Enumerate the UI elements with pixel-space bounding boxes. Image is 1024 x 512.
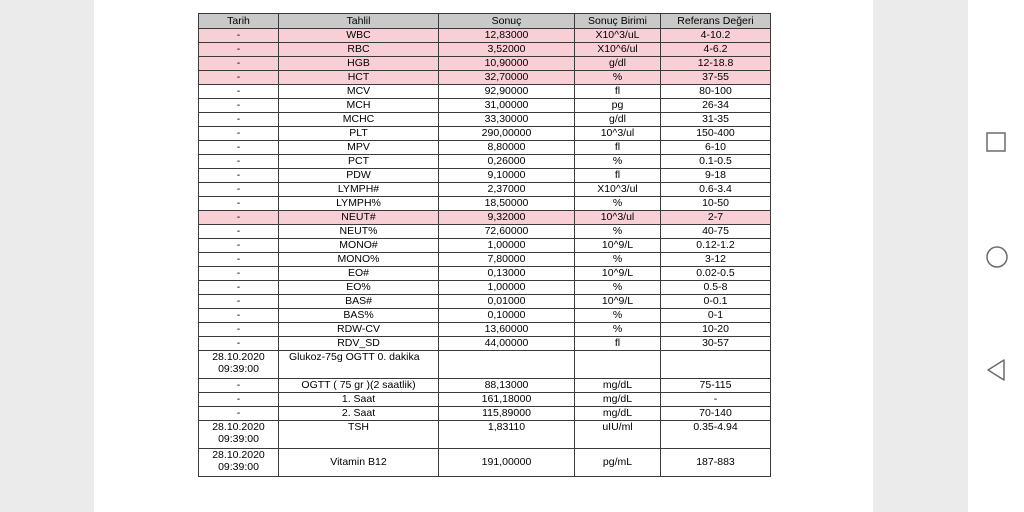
cell-reference: 0.12-1.2 <box>661 239 771 253</box>
cell-date: - <box>199 141 279 155</box>
cell-reference: 6-10 <box>661 141 771 155</box>
cell-date: - <box>199 85 279 99</box>
cell-date: 28.10.2020 09:39:00 <box>199 421 279 449</box>
cell-test: 1. Saat <box>279 393 439 407</box>
cell-reference: 9-18 <box>661 169 771 183</box>
cell-test: Glukoz-75g OGTT 0. dakika <box>279 351 439 379</box>
table-row <box>199 309 771 323</box>
cell-unit: uIU/ml <box>575 421 661 449</box>
cell-date: - <box>199 57 279 71</box>
cell-result: 0,01000 <box>439 295 575 309</box>
cell-unit: mg/dL <box>575 407 661 421</box>
cell-reference: 0-1 <box>661 309 771 323</box>
cell-test: BAS% <box>279 309 439 323</box>
circle-icon <box>986 246 1008 268</box>
table-row <box>199 281 771 295</box>
cell-result: 18,50000 <box>439 197 575 211</box>
cell-unit: % <box>575 197 661 211</box>
triangle-back-icon <box>986 359 1006 381</box>
cell-result: 7,80000 <box>439 253 575 267</box>
cell-date: - <box>199 309 279 323</box>
cell-unit: % <box>575 281 661 295</box>
cell-result: 33,30000 <box>439 113 575 127</box>
cell-date: - <box>199 407 279 421</box>
table-row <box>199 71 771 85</box>
cell-unit: 10^3/ul <box>575 211 661 225</box>
cell-test: MCH <box>279 99 439 113</box>
cell-reference: 10-20 <box>661 323 771 337</box>
home-button[interactable] <box>986 246 1006 266</box>
cell-result: 2,37000 <box>439 183 575 197</box>
cell-unit: X10^6/ul <box>575 43 661 57</box>
cell-result: 13,60000 <box>439 323 575 337</box>
cell-unit: % <box>575 71 661 85</box>
cell-reference: 31-35 <box>661 113 771 127</box>
cell-unit: % <box>575 309 661 323</box>
table-row <box>199 225 771 239</box>
cell-result: 0,10000 <box>439 309 575 323</box>
cell-reference: 10-50 <box>661 197 771 211</box>
cell-unit: fl <box>575 169 661 183</box>
cell-date: - <box>199 239 279 253</box>
cell-result: 0,13000 <box>439 267 575 281</box>
cell-test: EO# <box>279 267 439 281</box>
cell-unit: 10^9/L <box>575 295 661 309</box>
cell-unit: fl <box>575 85 661 99</box>
cell-date: - <box>199 43 279 57</box>
cell-result: 92,90000 <box>439 85 575 99</box>
table-row <box>199 407 771 421</box>
header-result: Sonuç <box>439 14 575 29</box>
square-icon <box>986 132 1006 152</box>
table-row <box>199 253 771 267</box>
cell-test: MPV <box>279 141 439 155</box>
table-row <box>199 239 771 253</box>
cell-unit: % <box>575 155 661 169</box>
cell-unit: fl <box>575 141 661 155</box>
table-row <box>199 113 771 127</box>
cell-unit: % <box>575 323 661 337</box>
table-row <box>199 43 771 57</box>
table-row <box>199 337 771 351</box>
cell-result: 32,70000 <box>439 71 575 85</box>
cell-date: - <box>199 71 279 85</box>
table-row <box>199 421 771 449</box>
cell-reference: 70-140 <box>661 407 771 421</box>
table-row <box>199 169 771 183</box>
cell-result: 31,00000 <box>439 99 575 113</box>
cell-reference: 12-18.8 <box>661 57 771 71</box>
table-row <box>199 323 771 337</box>
cell-test: NEUT% <box>279 225 439 239</box>
cell-unit: X10^3/uL <box>575 29 661 43</box>
cell-test: PDW <box>279 169 439 183</box>
header-test: Tahlil <box>279 14 439 29</box>
cell-test: LYMPH# <box>279 183 439 197</box>
cell-unit: g/dl <box>575 57 661 71</box>
cell-date: - <box>199 183 279 197</box>
table-header-row <box>199 14 771 29</box>
cell-test: PLT <box>279 127 439 141</box>
cell-test: BAS# <box>279 295 439 309</box>
cell-unit: fl <box>575 337 661 351</box>
cell-test: Vitamin B12 <box>279 449 439 477</box>
cell-date: - <box>199 29 279 43</box>
cell-date: - <box>199 155 279 169</box>
cell-unit: pg/mL <box>575 449 661 477</box>
cell-reference: 0.6-3.4 <box>661 183 771 197</box>
cell-result: 9,10000 <box>439 169 575 183</box>
table-row <box>199 183 771 197</box>
cell-date: - <box>199 281 279 295</box>
cell-test: EO% <box>279 281 439 295</box>
lab-results-table <box>198 13 771 477</box>
header-reference: Referans Değeri <box>661 14 771 29</box>
cell-test: RDW-CV <box>279 323 439 337</box>
cell-date: - <box>199 99 279 113</box>
cell-test: 2. Saat <box>279 407 439 421</box>
cell-date: - <box>199 211 279 225</box>
cell-date: - <box>199 379 279 393</box>
cell-reference: 30-57 <box>661 337 771 351</box>
cell-reference: 26-34 <box>661 99 771 113</box>
cell-reference: 187-883 <box>661 449 771 477</box>
cell-reference: 4-6.2 <box>661 43 771 57</box>
cell-date: - <box>199 253 279 267</box>
cell-result: 8,80000 <box>439 141 575 155</box>
table-row <box>199 29 771 43</box>
cell-test: WBC <box>279 29 439 43</box>
cell-date: 28.10.2020 09:39:00 <box>199 351 279 379</box>
cell-unit: X10^3/ul <box>575 183 661 197</box>
cell-test: HCT <box>279 71 439 85</box>
cell-unit: pg <box>575 99 661 113</box>
table-row <box>199 85 771 99</box>
cell-reference: 2-7 <box>661 211 771 225</box>
table-row <box>199 295 771 309</box>
cell-unit: g/dl <box>575 113 661 127</box>
cell-date: - <box>199 225 279 239</box>
table-row <box>199 211 771 225</box>
cell-result: 191,00000 <box>439 449 575 477</box>
table-row <box>199 57 771 71</box>
cell-test: MONO# <box>279 239 439 253</box>
table-row <box>199 141 771 155</box>
cell-reference: 150-400 <box>661 127 771 141</box>
table-row <box>199 379 771 393</box>
cell-result: 290,00000 <box>439 127 575 141</box>
cell-reference: 0.1-0.5 <box>661 155 771 169</box>
cell-result: 1,83110 <box>439 421 575 449</box>
cell-date: - <box>199 337 279 351</box>
back-button[interactable] <box>986 359 1006 379</box>
cell-date: - <box>199 393 279 407</box>
cell-result <box>439 351 575 379</box>
table-row <box>199 197 771 211</box>
cell-unit: % <box>575 225 661 239</box>
cell-unit: % <box>575 253 661 267</box>
table-row <box>199 393 771 407</box>
cell-result: 1,00000 <box>439 239 575 253</box>
cell-date: - <box>199 323 279 337</box>
cell-date: - <box>199 169 279 183</box>
cell-reference: 37-55 <box>661 71 771 85</box>
cell-reference: 0.35-4.94 <box>661 421 771 449</box>
cell-result: 10,90000 <box>439 57 575 71</box>
cell-date: - <box>199 113 279 127</box>
table-row <box>199 267 771 281</box>
table-row <box>199 155 771 169</box>
cell-test: RBC <box>279 43 439 57</box>
cell-reference <box>661 351 771 379</box>
cell-reference: 0.5-8 <box>661 281 771 295</box>
cell-result: 72,60000 <box>439 225 575 239</box>
cell-result: 1,00000 <box>439 281 575 295</box>
cell-test: MCV <box>279 85 439 99</box>
cell-reference: 80-100 <box>661 85 771 99</box>
cell-result: 9,32000 <box>439 211 575 225</box>
cell-reference: 0.02-0.5 <box>661 267 771 281</box>
cell-result: 115,89000 <box>439 407 575 421</box>
cell-test: MONO% <box>279 253 439 267</box>
cell-result: 88,13000 <box>439 379 575 393</box>
cell-reference: 40-75 <box>661 225 771 239</box>
cell-unit: mg/dL <box>575 393 661 407</box>
cell-test: TSH <box>279 421 439 449</box>
cell-unit: mg/dL <box>575 379 661 393</box>
cell-result: 0,26000 <box>439 155 575 169</box>
cell-result: 3,52000 <box>439 43 575 57</box>
cell-test: PCT <box>279 155 439 169</box>
cell-test: MCHC <box>279 113 439 127</box>
cell-reference: 4-10.2 <box>661 29 771 43</box>
header-unit: Sonuç Birimi <box>575 14 661 29</box>
navigation-bar <box>968 0 1024 512</box>
cell-result: 161,18000 <box>439 393 575 407</box>
cell-test: OGTT ( 75 gr )(2 saatlik) <box>279 379 439 393</box>
table-row <box>199 449 771 477</box>
recents-button[interactable] <box>986 132 1006 152</box>
cell-date: 28.10.2020 09:39:00 <box>199 449 279 477</box>
cell-date: - <box>199 295 279 309</box>
cell-date: - <box>199 267 279 281</box>
table-row <box>199 351 771 379</box>
cell-unit: 10^9/L <box>575 239 661 253</box>
cell-unit <box>575 351 661 379</box>
cell-test: RDV_SD <box>279 337 439 351</box>
cell-test: LYMPH% <box>279 197 439 211</box>
cell-date: - <box>199 127 279 141</box>
cell-reference: 0-0.1 <box>661 295 771 309</box>
cell-test: HGB <box>279 57 439 71</box>
cell-unit: 10^9/L <box>575 267 661 281</box>
cell-reference: 3-12 <box>661 253 771 267</box>
cell-test: NEUT# <box>279 211 439 225</box>
cell-result: 12,83000 <box>439 29 575 43</box>
header-date: Tarih <box>199 14 279 29</box>
cell-reference: 75-115 <box>661 379 771 393</box>
cell-reference: - <box>661 393 771 407</box>
table-row <box>199 99 771 113</box>
cell-date: - <box>199 197 279 211</box>
cell-unit: 10^3/ul <box>575 127 661 141</box>
cell-result: 44,00000 <box>439 337 575 351</box>
table-row <box>199 127 771 141</box>
